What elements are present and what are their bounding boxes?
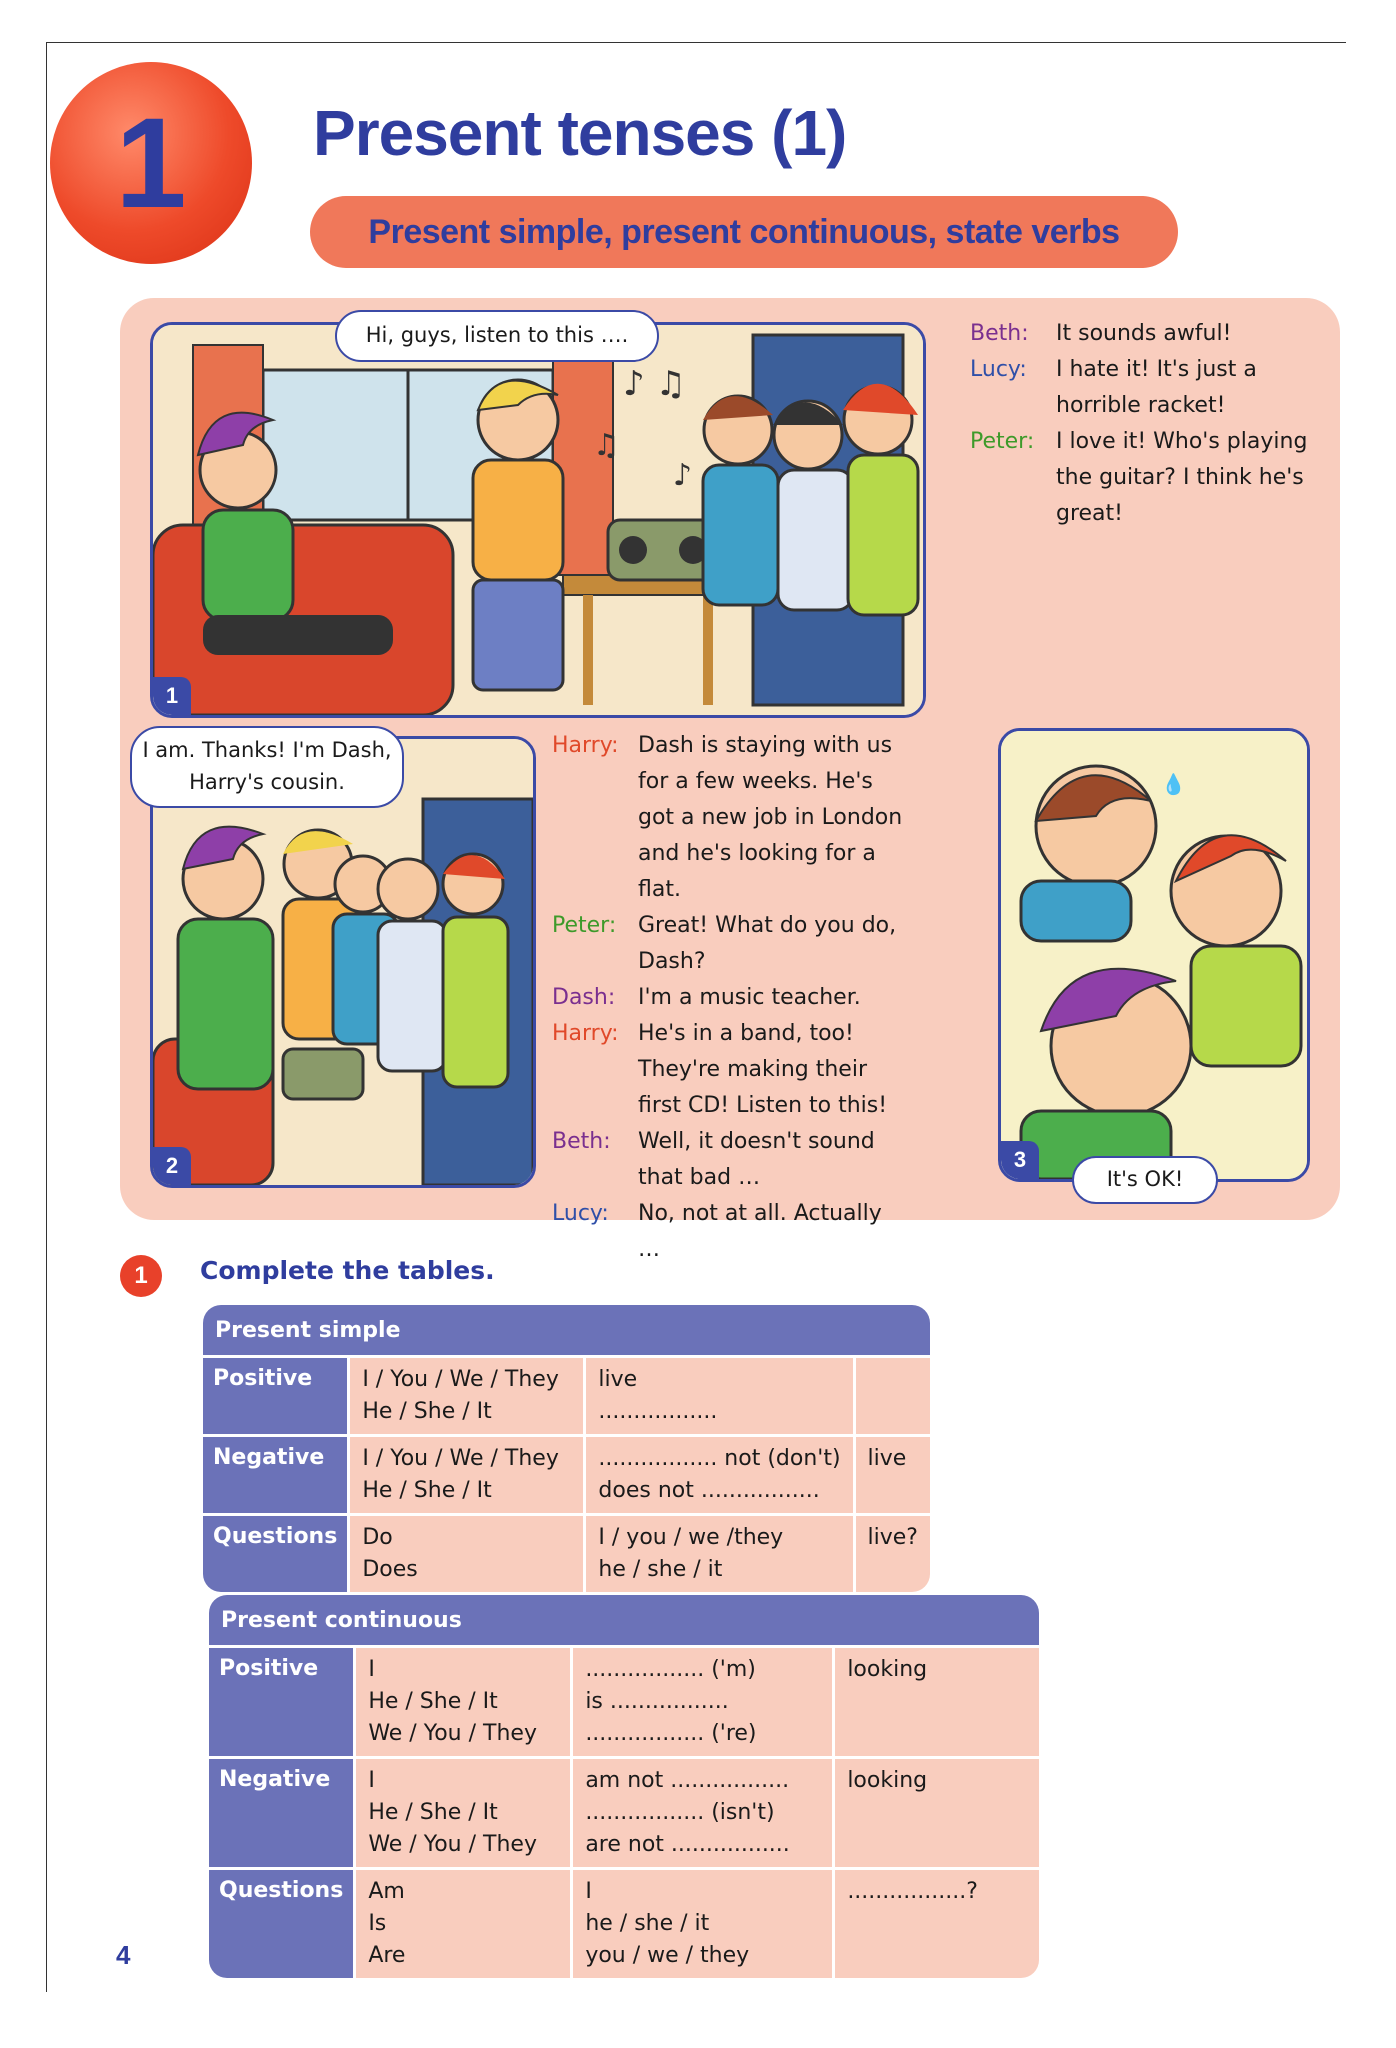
svg-text:💧: 💧: [1161, 772, 1186, 796]
cell-line: I / You / We / They: [362, 1446, 559, 1471]
cell-line: he / she / it: [598, 1557, 723, 1582]
subject-cell: [356, 1870, 570, 1978]
verb-cell: [573, 1870, 832, 1978]
cell-line: We / You / They: [368, 1721, 537, 1746]
picture-number-3: 3: [1001, 1141, 1039, 1179]
dialogue-text: It sounds awful!: [1056, 321, 1232, 346]
unit-number: 1: [115, 91, 187, 235]
dialogue-line: [970, 316, 1310, 352]
blank-field[interactable]: ................. (isn't): [585, 1800, 775, 1825]
cell-line: Does: [362, 1557, 418, 1582]
row-label: Questions: [203, 1516, 347, 1592]
verb-cell: [573, 1759, 832, 1867]
verb-cell: [573, 1648, 832, 1756]
page-title: Present tenses (1): [313, 97, 847, 169]
dialogue-line: [552, 1124, 907, 1196]
dialogue-text: Great! What do you do, Dash?: [638, 913, 897, 974]
dialogue-line: [552, 1016, 907, 1124]
cell-line: he / she / it: [585, 1911, 710, 1936]
dialogue-line: [970, 424, 1310, 532]
blank-field[interactable]: .................?: [847, 1879, 978, 1904]
subtitle-banner: Present simple, present continuous, state verbs: [310, 196, 1178, 268]
cell-line: Am: [368, 1879, 405, 1904]
table-title: Present continuous: [209, 1595, 1039, 1645]
row-label: Negative: [209, 1759, 353, 1867]
cell-line: live: [598, 1367, 638, 1392]
cell-line: I: [585, 1879, 592, 1904]
speaker-name: Harry:: [552, 1021, 619, 1046]
dialogue-text: Well, it doesn't sound that bad …: [638, 1129, 875, 1190]
extra-cell: [856, 1358, 930, 1434]
worried-friends-illustration: [1001, 731, 1307, 1179]
dialogue-top: [970, 316, 1310, 532]
svg-text:♪: ♪: [673, 458, 693, 493]
extra-cell: [856, 1516, 930, 1592]
speech-bubble-2-line-1: I am. Thanks! I'm Dash,: [142, 738, 392, 762]
comic-picture-3: [998, 728, 1310, 1182]
picture-number-2: 2: [153, 1147, 191, 1185]
cell-line: Is: [368, 1911, 387, 1936]
verb-cell: [586, 1437, 852, 1513]
table-row: [203, 1358, 930, 1434]
extra-cell: [856, 1437, 930, 1513]
dialogue-text: I'm a music teacher.: [638, 985, 861, 1010]
page-number: 4: [116, 1940, 131, 1970]
extra-cell: [835, 1759, 1039, 1867]
speaker-name: Peter:: [970, 429, 1035, 454]
page-border-left: [46, 42, 47, 1992]
blank-field[interactable]: am not .................: [585, 1768, 790, 1793]
blank-field[interactable]: ................. ('re): [585, 1721, 757, 1746]
speaker-name: Beth:: [552, 1129, 611, 1154]
subject-cell: [350, 1516, 583, 1592]
dialogue-line: [552, 1196, 907, 1268]
dialogue-line: [552, 908, 907, 980]
dialogue-middle: [552, 728, 907, 1268]
row-label: Negative: [203, 1437, 347, 1513]
cell-line: live: [867, 1446, 907, 1471]
speaker-name: Harry:: [552, 733, 619, 758]
cell-line: looking: [847, 1657, 928, 1682]
dialogue-text: He's in a band, too! They're making their first CD! Listen to this!: [638, 1021, 888, 1118]
cell-line: I / You / We / They: [362, 1367, 559, 1392]
dialogue-text: No, not at all. Actually …: [638, 1201, 882, 1262]
cell-line: Are: [368, 1943, 406, 1968]
exercise-instruction: Complete the tables.: [200, 1256, 495, 1285]
subject-cell: [356, 1759, 570, 1867]
table-title: Present simple: [203, 1305, 930, 1355]
row-label: Questions: [209, 1870, 353, 1978]
verb-cell: [586, 1516, 852, 1592]
subject-cell: [350, 1437, 583, 1513]
exercise-number: 1: [120, 1255, 162, 1297]
dialogue-text: I hate it! It's just a horrible racket!: [1056, 357, 1257, 418]
cell-line: I / you / we /they: [598, 1525, 784, 1550]
blank-field[interactable]: .................: [598, 1399, 718, 1424]
blank-field[interactable]: are not .................: [585, 1832, 790, 1857]
comic-picture-1: [150, 322, 926, 718]
cell-line: He / She / It: [368, 1689, 498, 1714]
dialogue-line: [552, 728, 907, 908]
speech-bubble-1: Hi, guys, listen to this ….: [335, 310, 659, 362]
table-row: [209, 1870, 1039, 1978]
table-row: [209, 1648, 1039, 1756]
speaker-name: Beth:: [970, 321, 1029, 346]
present-continuous-table: [206, 1592, 1042, 1981]
living-room-illustration: [153, 325, 923, 715]
speech-bubble-3: It's OK!: [1072, 1156, 1218, 1204]
speaker-name: Lucy:: [970, 357, 1027, 382]
cell-line: I: [368, 1657, 375, 1682]
cell-line: We / You / They: [368, 1832, 537, 1857]
speaker-name: Peter:: [552, 913, 617, 938]
cell-line: He / She / It: [368, 1800, 498, 1825]
table-row: [203, 1437, 930, 1513]
cell-line: He / She / It: [362, 1478, 492, 1503]
extra-cell: [835, 1870, 1039, 1978]
blank-field[interactable]: ................. ('m): [585, 1657, 756, 1682]
dialogue-text: Dash is staying with us for a few weeks. He's got a new job in London and he's looking for a flat.: [638, 733, 903, 902]
cell-line: you / we / they: [585, 1943, 750, 1968]
verb-cell: [586, 1358, 852, 1434]
table-row: [209, 1759, 1039, 1867]
table-row: [203, 1516, 930, 1592]
blank-field[interactable]: is .................: [585, 1689, 729, 1714]
dialogue-text: I love it! Who's playing the guitar? I think he's great!: [1056, 429, 1308, 526]
cell-line: Do: [362, 1525, 393, 1550]
row-label: Positive: [209, 1648, 353, 1756]
blank-field[interactable]: does not .................: [598, 1478, 820, 1503]
subject-cell: [350, 1358, 583, 1434]
present-simple-table: [200, 1302, 933, 1595]
speech-bubble-2: [130, 726, 404, 808]
dialogue-line: [552, 980, 907, 1016]
page-border-top: [46, 42, 1346, 43]
speech-bubble-2-line-2: Harry's cousin.: [189, 770, 345, 794]
svg-text:♪ ♫: ♪ ♫: [623, 364, 686, 404]
cell-line: He / She / It: [362, 1399, 492, 1424]
subject-cell: [356, 1648, 570, 1756]
svg-text:♫: ♫: [593, 428, 620, 463]
extra-cell: [835, 1648, 1039, 1756]
dialogue-line: [970, 352, 1310, 424]
speaker-name: Lucy:: [552, 1201, 609, 1226]
speaker-name: Dash:: [552, 985, 616, 1010]
cell-line: live?: [867, 1525, 918, 1550]
story-panel: [120, 298, 1340, 1262]
blank-field[interactable]: ................. not (don't): [598, 1446, 841, 1471]
cell-line: looking: [847, 1768, 928, 1793]
picture-number-1: 1: [153, 677, 191, 715]
row-label: Positive: [203, 1358, 347, 1434]
cell-line: I: [368, 1768, 375, 1793]
